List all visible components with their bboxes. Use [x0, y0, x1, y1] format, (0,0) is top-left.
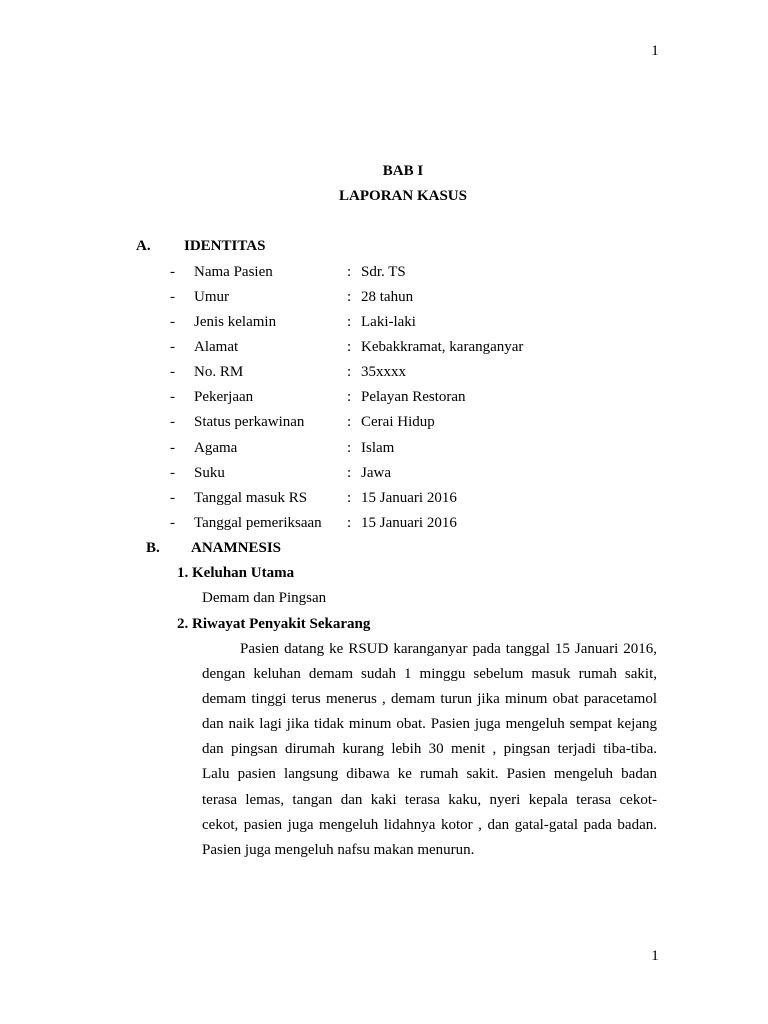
paragraph-line — [0, 637, 768, 662]
footer-page-number: 1 — [651, 948, 659, 964]
field-separator: : — [347, 364, 352, 381]
field-value: Sdr. TS — [361, 263, 406, 280]
identity-row-no-rm — [0, 360, 768, 385]
field-label: Tanggal pemeriksaan — [194, 514, 322, 531]
chapter-title: LAPORAN KASUS — [339, 188, 467, 205]
keluhan-utama-text: Demam dan Pingsan — [202, 590, 327, 607]
section-identitas-heading — [0, 234, 768, 259]
identity-row-pekerjaan — [0, 385, 768, 410]
field-value: Jawa — [361, 464, 391, 481]
field-separator: : — [347, 288, 352, 305]
field-separator: : — [347, 439, 352, 456]
field-value: Laki-laki — [361, 313, 416, 330]
field-value: 28 tahun — [361, 288, 414, 305]
field-value: Pelayan Restoran — [361, 389, 466, 406]
row-bullet: - — [170, 439, 175, 456]
row-bullet: - — [170, 263, 175, 280]
paragraph-line — [0, 838, 768, 863]
paragraph-line-text: terasa lemas, tangan dan kaki terasa kaku, nyeri kepala terasa cekot- — [202, 791, 657, 808]
paragraph-line-text: dan pingsan dirumah kurang lebih 30 menit , pingsan terjadi tiba-tiba. — [202, 741, 657, 758]
keluhan-utama-heading-line — [0, 561, 768, 586]
paragraph-line-text: cekot, pasien juga mengeluh lidahnya kotor , dan gatal-gatal pada badan. — [202, 816, 657, 833]
field-value: 35xxxx — [361, 364, 406, 381]
field-separator: : — [347, 263, 352, 280]
field-value: 15 Januari 2016 — [361, 514, 457, 531]
field-separator: : — [347, 414, 352, 431]
chapter-title-line — [0, 184, 768, 209]
field-label: Umur — [194, 288, 229, 305]
paragraph-line — [0, 737, 768, 762]
identity-row-jenis-kelamin — [0, 310, 768, 335]
field-label: Pekerjaan — [194, 389, 254, 406]
field-label: Suku — [194, 464, 225, 481]
field-value: Cerai Hidup — [361, 414, 435, 431]
identity-row-agama — [0, 436, 768, 461]
field-value: Islam — [361, 439, 395, 456]
identity-row-suku — [0, 461, 768, 486]
field-value: 15 Januari 2016 — [361, 489, 457, 506]
section-letter: A. — [136, 238, 151, 255]
section-title: ANAMNESIS — [191, 540, 282, 557]
field-label: Tanggal masuk RS — [194, 489, 308, 506]
paragraph-line-text: dan naik lagi jika tidak minum obat. Pasien juga mengeluh sempat kejang — [202, 716, 657, 733]
paragraph-line — [0, 813, 768, 838]
field-separator: : — [347, 389, 352, 406]
paragraph-line — [0, 762, 768, 787]
riwayat-penyakit-sekarang-heading: 2. Riwayat Penyakit Sekarang — [177, 615, 371, 632]
header-page-number: 1 — [651, 43, 659, 59]
field-label: Agama — [194, 439, 238, 456]
paragraph-line-text: Pasien datang ke RSUD karanganyar pada tanggal 15 Januari 2016, — [240, 640, 657, 657]
field-separator: : — [347, 313, 352, 330]
field-label: Status perkawinan — [194, 414, 305, 431]
section-title: IDENTITAS — [184, 238, 266, 255]
blank-line — [0, 209, 768, 234]
row-bullet: - — [170, 288, 175, 305]
section-letter: B. — [146, 540, 160, 557]
paragraph-line-text: demam tinggi terus menerus , demam turun jika minum obat paracetamol — [202, 690, 657, 707]
identity-row-umur — [0, 285, 768, 310]
field-value: Kebakkramat, karanganyar — [361, 338, 524, 355]
chapter-label: BAB I — [382, 163, 424, 179]
keluhan-utama-heading: 1. Keluhan Utama — [177, 565, 295, 582]
paragraph-line — [0, 712, 768, 737]
field-separator: : — [347, 338, 352, 355]
identity-row-status-perkawinan — [0, 410, 768, 435]
row-bullet: - — [170, 338, 175, 355]
section-anamnesis-heading — [0, 536, 768, 561]
paragraph-line — [0, 687, 768, 712]
field-label: Nama Pasien — [194, 263, 273, 280]
paragraph-line — [0, 788, 768, 813]
field-separator: : — [347, 464, 352, 481]
field-separator: : — [347, 489, 352, 506]
field-separator: : — [347, 514, 352, 531]
row-bullet: - — [170, 414, 175, 431]
identity-row-alamat — [0, 335, 768, 360]
chapter-label-line — [0, 159, 768, 184]
identity-row-tanggal-masuk-rs — [0, 486, 768, 511]
row-bullet: - — [170, 514, 175, 531]
row-bullet: - — [170, 313, 175, 330]
field-label: No. RM — [194, 364, 244, 381]
field-label: Alamat — [194, 338, 239, 355]
row-bullet: - — [170, 464, 175, 481]
riwayat-heading-line — [0, 612, 768, 637]
paragraph-line-text: dengan keluhan demam sudah 1 minggu sebelum masuk rumah sakit, — [202, 665, 657, 682]
identity-row-nama-pasien — [0, 260, 768, 285]
row-bullet: - — [170, 364, 175, 381]
identity-row-tanggal-pemeriksaan — [0, 511, 768, 536]
keluhan-utama-text-line — [0, 586, 768, 611]
paragraph-line — [0, 662, 768, 687]
field-label: Jenis kelamin — [194, 313, 277, 330]
row-bullet: - — [170, 489, 175, 506]
document-body — [0, 159, 768, 863]
paragraph-line-text: Lalu pasien langsung dibawa ke rumah sakit. Pasien mengeluh badan — [202, 766, 657, 783]
paragraph-line-text: Pasien juga mengeluh nafsu makan menurun. — [202, 841, 475, 858]
row-bullet: - — [170, 389, 175, 406]
